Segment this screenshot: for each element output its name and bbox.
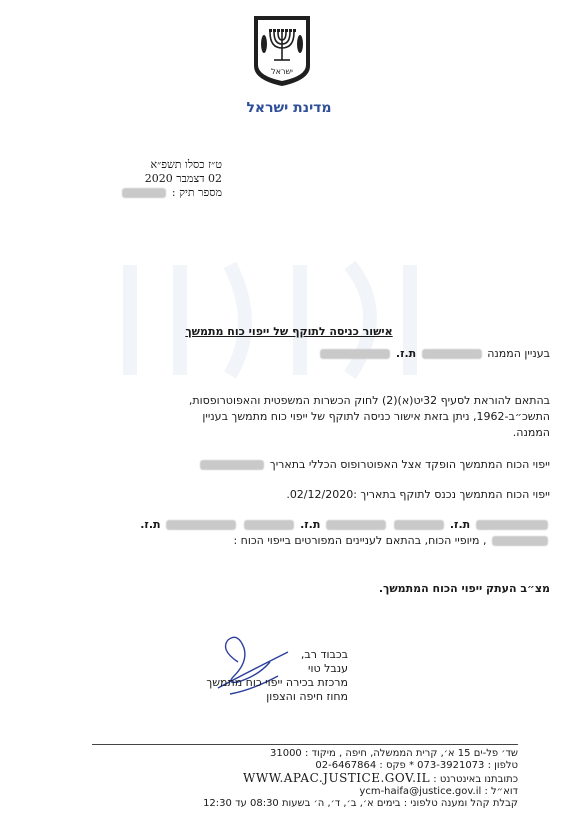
footer-divider <box>92 744 518 745</box>
redacted-appointer-name <box>422 349 482 359</box>
redacted-file-number <box>122 188 166 198</box>
footer <box>58 748 518 810</box>
footer-hours: קבלת קהל ומענה טלפוני : בימים א׳, ב׳, ד׳, ה׳ בשעות 08:30 עד 12:30 <box>203 798 518 809</box>
attorney-3-id-label: ת.ז. <box>140 518 161 531</box>
signer-district: מחוז חיפה והצפון <box>266 690 348 703</box>
redacted-attorney-2 <box>326 520 386 530</box>
redacted-attorney-1 <box>476 520 548 530</box>
gregorian-date: 02 דצמבר 2020 <box>144 172 222 185</box>
footer-email-row <box>58 786 518 798</box>
emblem-text: ישראל <box>271 67 293 76</box>
file-number-label: מספר תיק : <box>171 186 222 199</box>
hebrew-date: ט״ז כסלו תשפ״א <box>150 158 222 171</box>
paragraph-line-2: התשכ״ב-1962, ניתן בזאת אישור כניסה לתוקף של ייפוי כוח מתמשך בעניין <box>202 410 550 423</box>
redacted-deposit-date <box>200 460 264 470</box>
attorneys-line-1 <box>30 517 550 533</box>
footer-website-link[interactable]: WWW.APAC.JUSTICE.GOV.IL <box>243 771 431 785</box>
attorneys-line-2-text: , מיופיי הכוח, בהתאם לעניינים המפורטים בייפוי הכוח : <box>233 534 487 547</box>
signature-block <box>148 648 348 704</box>
paragraph-line-1: בהתאם להוראת לסעיף 32יט(א)(2) לחוק הכשרות המשפטית והאפוטרופסות, <box>188 394 550 407</box>
attorney-1-id-label: ת.ז. <box>449 518 471 531</box>
regarding-line <box>30 346 550 362</box>
deposit-line <box>30 457 550 473</box>
redacted-appointer-id <box>320 349 390 359</box>
effective-line: ייפוי הכוח המתמשך נכנס לתוקף בתאריך :02/12/2020. <box>286 488 550 501</box>
regarding-prefix: בעניין הממנה <box>487 347 550 360</box>
document-title: אישור כניסה לתוקף של ייפוי כוח מתמשך <box>185 325 393 338</box>
footer-email-label: דוא״ל : <box>484 786 518 797</box>
state-name: מדינת ישראל <box>246 100 332 116</box>
redacted-attorney-3-id <box>492 536 548 546</box>
redacted-attorney-1-id <box>394 520 444 530</box>
signature-greeting: בכבוד רב, <box>300 648 348 661</box>
id-label: ת.ז. <box>395 347 417 360</box>
footer-email-link[interactable]: ycm-haifa@justice.gov.il <box>359 786 482 797</box>
footer-phone-fax: טלפון : 073-3921073 * פקס : 02-6467864 <box>315 760 518 771</box>
attorneys-line-2 <box>30 533 550 549</box>
footer-address: שד׳ פל-ים 15 א׳, קרית הממשלה, חיפה , מיקוד : 31000 <box>269 748 518 759</box>
file-number-row <box>22 186 222 200</box>
attorney-2-id-label: ת.ז. <box>300 518 321 531</box>
signer-role: מרכזת בכירה ייפוי כוח מתמשך <box>206 676 348 689</box>
watermark-graphic <box>110 255 450 385</box>
paragraph-line-3: הממנה. <box>512 426 550 439</box>
redacted-attorney-3 <box>166 520 236 530</box>
menorah-emblem-icon <box>250 14 314 88</box>
deposit-text: ייפוי הכוח המתמשך הופקד אצל האפוטרופוס הכללי בתאריך <box>269 458 550 471</box>
signer-name: ענבל טוי <box>308 662 348 675</box>
redacted-attorney-2-id <box>244 520 294 530</box>
footer-website-row <box>58 772 518 786</box>
attached-copy-line: מצ״ב העתק ייפוי הכוח המתמשך. <box>378 582 550 595</box>
header-block <box>22 158 222 200</box>
footer-website-label: כתובתנו באינטרנט : <box>433 774 518 785</box>
